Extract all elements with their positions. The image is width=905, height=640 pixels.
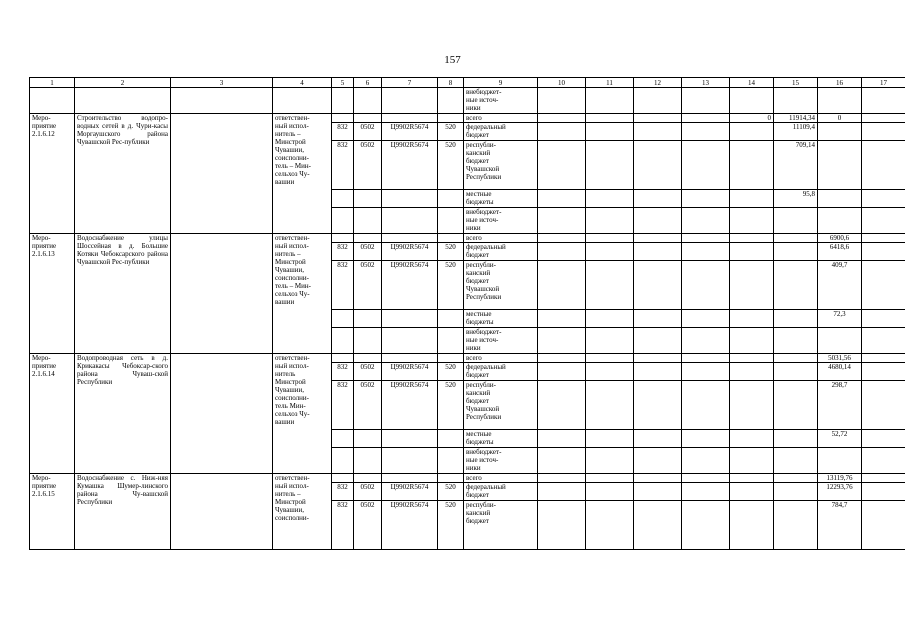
grbs-code-cell bbox=[332, 474, 354, 483]
empty-cell bbox=[586, 448, 634, 474]
empty-cell bbox=[682, 243, 730, 261]
target-article-cell bbox=[382, 354, 438, 363]
target-article-cell bbox=[382, 310, 438, 328]
funding-source-cell: всего bbox=[464, 474, 538, 483]
empty-cell bbox=[586, 501, 634, 550]
empty-cell bbox=[634, 328, 682, 354]
column-number-cell: 3 bbox=[171, 78, 273, 88]
expense-type-cell bbox=[438, 190, 464, 208]
value-cell-16: 4680,14 bbox=[818, 363, 862, 381]
funding-source-cell: федеральный бюджет bbox=[464, 123, 538, 141]
value-cell-15 bbox=[774, 243, 818, 261]
empty-cell bbox=[634, 354, 682, 363]
value-cell-16: 6900,6 bbox=[818, 234, 862, 243]
empty-cell bbox=[862, 310, 905, 328]
value-cell-14 bbox=[730, 430, 774, 448]
funding-source-cell: внебюджет- ные источ- ники bbox=[464, 448, 538, 474]
column-number-cell: 2 bbox=[75, 78, 171, 88]
value-cell-15 bbox=[774, 430, 818, 448]
column-number-cell: 7 bbox=[382, 78, 438, 88]
value-cell-14 bbox=[730, 474, 774, 483]
empty-cell bbox=[634, 208, 682, 234]
empty-cell bbox=[862, 88, 905, 114]
target-article-cell: Ц9902R5674 bbox=[382, 381, 438, 430]
funding-source-cell: республи- канский бюджет bbox=[464, 501, 538, 550]
value-cell-15: 95,8 bbox=[774, 190, 818, 208]
empty-cell bbox=[538, 208, 586, 234]
empty-cell bbox=[682, 208, 730, 234]
empty-cell bbox=[862, 381, 905, 430]
expense-type-cell: 520 bbox=[438, 381, 464, 430]
empty-cell bbox=[862, 208, 905, 234]
expense-type-cell: 520 bbox=[438, 501, 464, 550]
value-cell-14 bbox=[730, 234, 774, 243]
empty-cell bbox=[862, 354, 905, 363]
empty-cell bbox=[171, 114, 273, 234]
empty-cell bbox=[634, 483, 682, 501]
empty-cell bbox=[682, 234, 730, 243]
empty-cell bbox=[586, 483, 634, 501]
empty-cell bbox=[586, 114, 634, 123]
event-name-cell: Водоснабжение улицы Шоссейная в д. Большие Котяки Чебоксарского района Чувашской Рес-публики bbox=[75, 234, 171, 354]
value-cell-15 bbox=[774, 234, 818, 243]
empty-cell bbox=[586, 363, 634, 381]
empty-cell bbox=[171, 474, 273, 550]
funding-source-cell: республи- канский бюджет Чувашской Республики bbox=[464, 141, 538, 190]
target-article-cell: Ц9902R5674 bbox=[382, 243, 438, 261]
empty-cell bbox=[682, 363, 730, 381]
grbs-code-cell bbox=[332, 310, 354, 328]
grbs-code-cell bbox=[332, 114, 354, 123]
event-code-cell: Меро- приятие 2.1.6.15 bbox=[30, 474, 75, 550]
value-cell-16: 0 bbox=[818, 114, 862, 123]
empty-cell bbox=[682, 501, 730, 550]
empty-cell bbox=[682, 483, 730, 501]
funding-source-cell: всего bbox=[464, 114, 538, 123]
event-name-cell: Строительство водопро-водных сетей в д. Чури-касы Моргаушского района Чувашской Рес-публики bbox=[75, 114, 171, 234]
section-code-cell bbox=[354, 114, 382, 123]
funding-source-cell: республи- канский бюджет Чувашской Республики bbox=[464, 381, 538, 430]
column-number-cell: 15 bbox=[774, 78, 818, 88]
value-cell-14 bbox=[730, 328, 774, 354]
value-cell-16: 6418,6 bbox=[818, 243, 862, 261]
grbs-code-cell bbox=[332, 234, 354, 243]
empty-cell bbox=[171, 88, 273, 114]
grbs-code-cell bbox=[332, 448, 354, 474]
section-code-cell: 0502 bbox=[354, 243, 382, 261]
value-cell-14 bbox=[730, 501, 774, 550]
empty-cell bbox=[538, 363, 586, 381]
value-cell-14 bbox=[730, 354, 774, 363]
value-cell-14 bbox=[730, 381, 774, 430]
section-code-cell: 0502 bbox=[354, 483, 382, 501]
expense-type-cell bbox=[438, 430, 464, 448]
column-number-cell: 16 bbox=[818, 78, 862, 88]
empty-cell bbox=[682, 354, 730, 363]
empty-cell bbox=[586, 474, 634, 483]
empty-cell bbox=[862, 261, 905, 310]
empty-cell bbox=[538, 88, 586, 114]
value-cell-15 bbox=[774, 354, 818, 363]
empty-cell bbox=[538, 483, 586, 501]
value-cell-15 bbox=[774, 474, 818, 483]
target-article-cell bbox=[382, 190, 438, 208]
grbs-code-cell bbox=[332, 430, 354, 448]
empty-cell bbox=[862, 430, 905, 448]
funding-source-cell: федеральный бюджет bbox=[464, 483, 538, 501]
empty-cell bbox=[634, 381, 682, 430]
value-cell-14 bbox=[730, 261, 774, 310]
empty-cell bbox=[586, 88, 634, 114]
empty-cell bbox=[538, 123, 586, 141]
value-cell-16: 72,3 bbox=[818, 310, 862, 328]
value-cell-16: 52,72 bbox=[818, 430, 862, 448]
target-article-cell bbox=[382, 234, 438, 243]
event-name-cell: Водоснабжение с. Ниж-няя Кумашка Шумер-линского района Чу-вашской Республики bbox=[75, 474, 171, 550]
responsible-cell: ответствен- ный испол- нитель – Минстрой Чувашии, соисполни- тель – Мин- сельхоз Чу- вашии bbox=[273, 234, 332, 354]
empty-cell bbox=[586, 310, 634, 328]
expense-type-cell bbox=[438, 474, 464, 483]
empty-cell bbox=[862, 234, 905, 243]
value-cell-14 bbox=[730, 363, 774, 381]
section-code-cell bbox=[354, 328, 382, 354]
empty-cell bbox=[862, 243, 905, 261]
empty-cell bbox=[382, 88, 438, 114]
empty-cell bbox=[682, 123, 730, 141]
empty-cell bbox=[634, 243, 682, 261]
empty-cell bbox=[682, 88, 730, 114]
value-cell-14 bbox=[730, 123, 774, 141]
column-number-cell: 13 bbox=[682, 78, 730, 88]
target-article-cell bbox=[382, 328, 438, 354]
value-cell-16: 409,7 bbox=[818, 261, 862, 310]
grbs-code-cell: 832 bbox=[332, 363, 354, 381]
value-cell-14 bbox=[730, 243, 774, 261]
empty-cell bbox=[634, 141, 682, 190]
value-cell-14 bbox=[730, 483, 774, 501]
empty-cell bbox=[634, 474, 682, 483]
column-number-cell: 12 bbox=[634, 78, 682, 88]
empty-cell bbox=[538, 310, 586, 328]
value-cell-16: 784,7 bbox=[818, 501, 862, 550]
empty-cell bbox=[634, 363, 682, 381]
empty-cell bbox=[586, 430, 634, 448]
empty-cell bbox=[586, 261, 634, 310]
value-cell-16: 12293,76 bbox=[818, 483, 862, 501]
empty-cell bbox=[586, 190, 634, 208]
column-number-cell: 14 bbox=[730, 78, 774, 88]
column-number-cell: 10 bbox=[538, 78, 586, 88]
target-article-cell: Ц9902R5674 bbox=[382, 483, 438, 501]
section-code-cell: 0502 bbox=[354, 141, 382, 190]
empty-cell bbox=[586, 328, 634, 354]
column-number-cell: 6 bbox=[354, 78, 382, 88]
column-number-cell: 8 bbox=[438, 78, 464, 88]
grbs-code-cell: 832 bbox=[332, 381, 354, 430]
empty-cell bbox=[586, 208, 634, 234]
funding-source-cell: местные бюджеты bbox=[464, 310, 538, 328]
empty-cell bbox=[634, 501, 682, 550]
table-row bbox=[30, 354, 905, 363]
empty-cell bbox=[538, 448, 586, 474]
section-code-cell: 0502 bbox=[354, 123, 382, 141]
target-article-cell: Ц9902R5674 bbox=[382, 141, 438, 190]
empty-cell bbox=[682, 190, 730, 208]
target-article-cell: Ц9902R5674 bbox=[382, 261, 438, 310]
empty-cell bbox=[634, 114, 682, 123]
empty-cell bbox=[538, 243, 586, 261]
value-cell-16 bbox=[818, 448, 862, 474]
empty-cell bbox=[538, 430, 586, 448]
empty-cell bbox=[862, 483, 905, 501]
expense-type-cell: 520 bbox=[438, 243, 464, 261]
empty-cell bbox=[538, 328, 586, 354]
value-cell-15 bbox=[774, 261, 818, 310]
empty-cell bbox=[862, 363, 905, 381]
empty-cell bbox=[634, 88, 682, 114]
expense-type-cell bbox=[438, 328, 464, 354]
target-article-cell: Ц9902R5674 bbox=[382, 501, 438, 550]
section-code-cell bbox=[354, 430, 382, 448]
event-code-cell: Меро- приятие 2.1.6.13 bbox=[30, 234, 75, 354]
empty-cell bbox=[538, 501, 586, 550]
value-cell-15 bbox=[774, 483, 818, 501]
value-cell-15 bbox=[774, 501, 818, 550]
expense-type-cell: 520 bbox=[438, 123, 464, 141]
empty-cell bbox=[354, 88, 382, 114]
empty-cell bbox=[774, 88, 818, 114]
value-cell-15 bbox=[774, 381, 818, 430]
empty-cell bbox=[862, 123, 905, 141]
value-cell-14 bbox=[730, 141, 774, 190]
empty-cell bbox=[862, 190, 905, 208]
empty-cell bbox=[538, 234, 586, 243]
expense-type-cell: 520 bbox=[438, 261, 464, 310]
grbs-code-cell: 832 bbox=[332, 141, 354, 190]
empty-cell bbox=[538, 114, 586, 123]
page-number: 157 bbox=[444, 54, 461, 66]
value-cell-15: 11109,4 bbox=[774, 123, 818, 141]
column-number-row bbox=[30, 78, 905, 88]
target-article-cell bbox=[382, 430, 438, 448]
empty-cell bbox=[634, 430, 682, 448]
empty-cell bbox=[586, 141, 634, 190]
empty-cell bbox=[586, 234, 634, 243]
value-cell-15 bbox=[774, 328, 818, 354]
section-code-cell: 0502 bbox=[354, 363, 382, 381]
funding-source-cell: внебюджет- ные источ- ники bbox=[464, 88, 538, 114]
empty-cell bbox=[30, 88, 75, 114]
empty-cell bbox=[862, 328, 905, 354]
funding-source-cell: местные бюджеты bbox=[464, 190, 538, 208]
value-cell-15 bbox=[774, 363, 818, 381]
empty-cell bbox=[634, 234, 682, 243]
section-code-cell bbox=[354, 234, 382, 243]
value-cell-15 bbox=[774, 208, 818, 234]
empty-cell bbox=[586, 243, 634, 261]
value-cell-14 bbox=[730, 208, 774, 234]
value-cell-16: 298,7 bbox=[818, 381, 862, 430]
target-article-cell bbox=[382, 114, 438, 123]
responsible-cell: ответствен- ный испол- нитель – Минстрой Чувашии, соисполни- тель – Мин- сельхоз Чу- вашии bbox=[273, 114, 332, 234]
section-code-cell bbox=[354, 448, 382, 474]
value-cell-16 bbox=[818, 123, 862, 141]
grbs-code-cell: 832 bbox=[332, 243, 354, 261]
empty-cell bbox=[634, 123, 682, 141]
grbs-code-cell: 832 bbox=[332, 501, 354, 550]
empty-cell bbox=[538, 474, 586, 483]
empty-cell bbox=[682, 448, 730, 474]
expense-type-cell bbox=[438, 448, 464, 474]
empty-cell bbox=[586, 354, 634, 363]
empty-cell bbox=[586, 123, 634, 141]
target-article-cell bbox=[382, 208, 438, 234]
empty-cell bbox=[538, 190, 586, 208]
value-cell-15: 11914,34 bbox=[774, 114, 818, 123]
empty-cell bbox=[682, 474, 730, 483]
continuation-row bbox=[30, 88, 905, 114]
empty-cell bbox=[634, 261, 682, 310]
empty-cell bbox=[862, 501, 905, 550]
expense-type-cell: 520 bbox=[438, 363, 464, 381]
funding-source-cell: республи- канский бюджет Чувашской Республики bbox=[464, 261, 538, 310]
value-cell-16 bbox=[818, 190, 862, 208]
expense-type-cell: 520 bbox=[438, 483, 464, 501]
value-cell-16 bbox=[818, 208, 862, 234]
responsible-cell: ответствен- ный испол- нитель – Минстрой Чувашии, соисполни- bbox=[273, 474, 332, 550]
empty-cell bbox=[818, 88, 862, 114]
section-code-cell: 0502 bbox=[354, 501, 382, 550]
empty-cell bbox=[273, 88, 332, 114]
value-cell-16 bbox=[818, 328, 862, 354]
empty-cell bbox=[862, 448, 905, 474]
empty-cell bbox=[171, 354, 273, 474]
empty-cell bbox=[538, 381, 586, 430]
empty-cell bbox=[438, 88, 464, 114]
empty-cell bbox=[862, 141, 905, 190]
empty-cell bbox=[682, 328, 730, 354]
value-cell-16: 5031,56 bbox=[818, 354, 862, 363]
value-cell-14: 0 bbox=[730, 114, 774, 123]
funding-source-cell: федеральный бюджет bbox=[464, 243, 538, 261]
funding-source-cell: внебюджет- ные источ- ники bbox=[464, 328, 538, 354]
table-row bbox=[30, 234, 905, 243]
column-number-cell: 4 bbox=[273, 78, 332, 88]
empty-cell bbox=[682, 141, 730, 190]
section-code-cell bbox=[354, 310, 382, 328]
grbs-code-cell: 832 bbox=[332, 261, 354, 310]
empty-cell bbox=[730, 88, 774, 114]
funding-source-cell: всего bbox=[464, 234, 538, 243]
section-code-cell bbox=[354, 190, 382, 208]
empty-cell bbox=[682, 261, 730, 310]
grbs-code-cell: 832 bbox=[332, 483, 354, 501]
section-code-cell: 0502 bbox=[354, 261, 382, 310]
expense-type-cell: 520 bbox=[438, 141, 464, 190]
empty-cell bbox=[862, 474, 905, 483]
grbs-code-cell: 832 bbox=[332, 123, 354, 141]
column-number-cell: 1 bbox=[30, 78, 75, 88]
empty-cell bbox=[634, 448, 682, 474]
empty-cell bbox=[538, 354, 586, 363]
funding-source-cell: внебюджет- ные источ- ники bbox=[464, 208, 538, 234]
budget-table bbox=[29, 77, 905, 550]
expense-type-cell bbox=[438, 208, 464, 234]
table-row bbox=[30, 474, 905, 483]
empty-cell bbox=[586, 381, 634, 430]
empty-cell bbox=[634, 310, 682, 328]
empty-cell bbox=[682, 114, 730, 123]
target-article-cell bbox=[382, 448, 438, 474]
value-cell-15: 709,14 bbox=[774, 141, 818, 190]
empty-cell bbox=[75, 88, 171, 114]
grbs-code-cell bbox=[332, 190, 354, 208]
empty-cell bbox=[538, 261, 586, 310]
column-number-cell: 11 bbox=[586, 78, 634, 88]
column-number-cell: 17 bbox=[862, 78, 905, 88]
section-code-cell: 0502 bbox=[354, 381, 382, 430]
value-cell-14 bbox=[730, 448, 774, 474]
expense-type-cell bbox=[438, 354, 464, 363]
expense-type-cell bbox=[438, 114, 464, 123]
target-article-cell: Ц9902R5674 bbox=[382, 123, 438, 141]
expense-type-cell bbox=[438, 310, 464, 328]
empty-cell bbox=[538, 141, 586, 190]
event-name-cell: Водопроводная сеть в д. Крикакасы Чебоксар-ского района Чуваш-ской Республики bbox=[75, 354, 171, 474]
value-cell-14 bbox=[730, 190, 774, 208]
grbs-code-cell bbox=[332, 354, 354, 363]
event-code-cell: Меро- приятие 2.1.6.12 bbox=[30, 114, 75, 234]
value-cell-15 bbox=[774, 448, 818, 474]
empty-cell bbox=[171, 234, 273, 354]
funding-source-cell: всего bbox=[464, 354, 538, 363]
empty-cell bbox=[634, 190, 682, 208]
event-code-cell: Меро- приятие 2.1.6.14 bbox=[30, 354, 75, 474]
table-row bbox=[30, 114, 905, 123]
target-article-cell bbox=[382, 474, 438, 483]
section-code-cell bbox=[354, 354, 382, 363]
section-code-cell bbox=[354, 474, 382, 483]
empty-cell bbox=[682, 381, 730, 430]
section-code-cell bbox=[354, 208, 382, 234]
grbs-code-cell bbox=[332, 208, 354, 234]
funding-source-cell: местные бюджеты bbox=[464, 430, 538, 448]
value-cell-16 bbox=[818, 141, 862, 190]
funding-source-cell: федеральный бюджет bbox=[464, 363, 538, 381]
value-cell-14 bbox=[730, 310, 774, 328]
empty-cell bbox=[332, 88, 354, 114]
empty-cell bbox=[682, 310, 730, 328]
expense-type-cell bbox=[438, 234, 464, 243]
grbs-code-cell bbox=[332, 328, 354, 354]
empty-cell bbox=[682, 430, 730, 448]
value-cell-15 bbox=[774, 310, 818, 328]
empty-cell bbox=[862, 114, 905, 123]
value-cell-16: 13119,76 bbox=[818, 474, 862, 483]
target-article-cell: Ц9902R5674 bbox=[382, 363, 438, 381]
column-number-cell: 9 bbox=[464, 78, 538, 88]
responsible-cell: ответствен- ный испол- нитель Минстрой Чувашии, соисполни- тель Мин- сельхоз Чу- вашии bbox=[273, 354, 332, 474]
column-number-cell: 5 bbox=[332, 78, 354, 88]
